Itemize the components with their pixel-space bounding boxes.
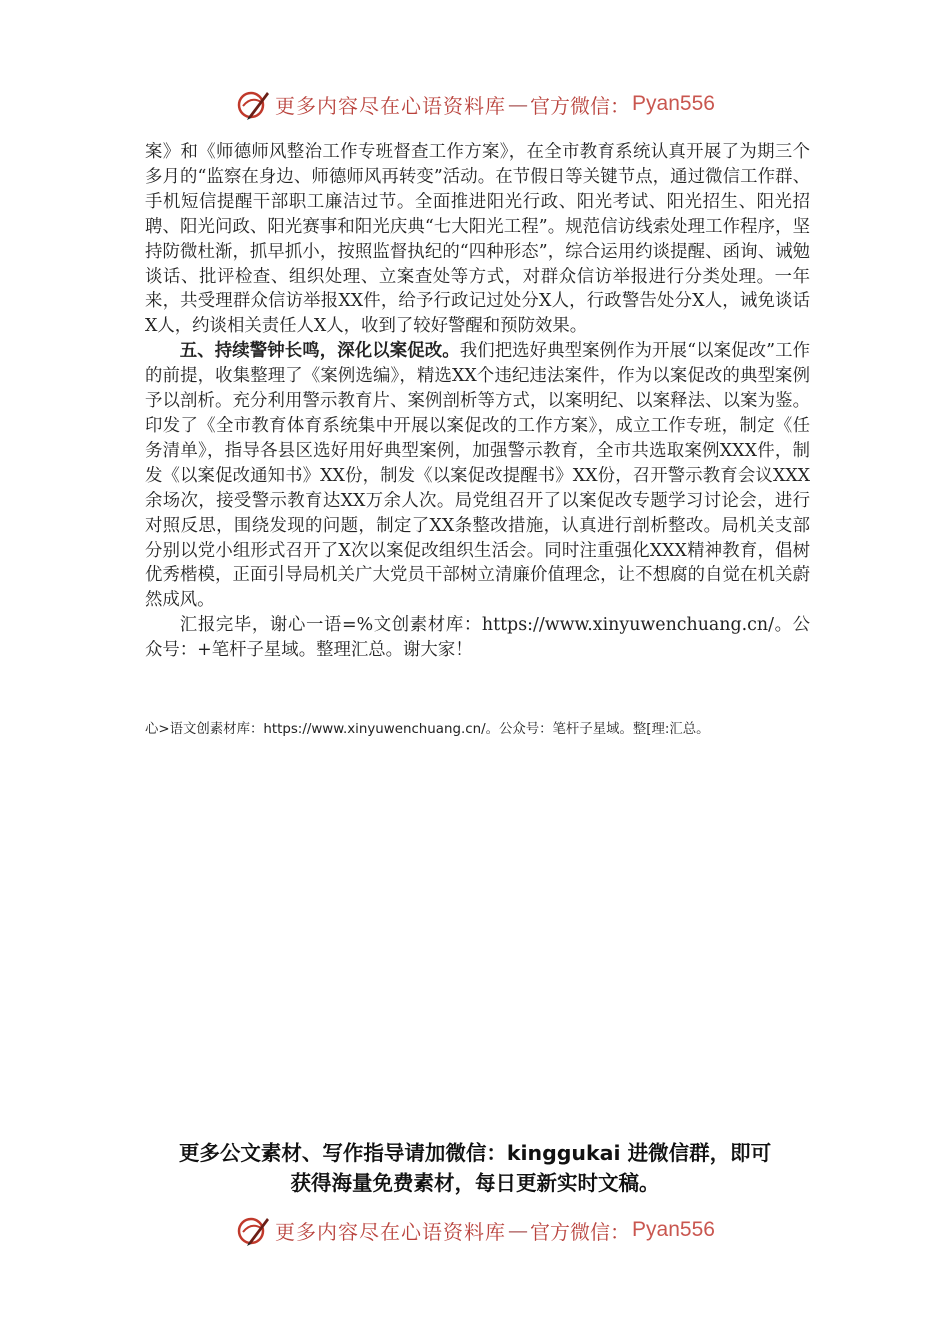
header-banner (0, 84, 950, 124)
source-footnote: 心>语文创素材库：https://www.xinyuwenchuang.cn/。公众号：笔杆子星域。整[理:汇总。 (145, 722, 710, 737)
paragraph-2-text: 我们把选好典型案例作为开展“以案促改”工作的前提，收集整理了《案例选编》，精选XX个违纪违法案件，作为以案促改的典型案例予以剖析。充分利用警示教育片、案例剖析等方式，以案明纪、以案释法、以案为鉴。印发了《全市教育体育系统集中开展以案促改的工作方案》，成立工作专班，制定《任务清单》，指导各县区选好用好典型案例，加强警示教育，全市共选取案例XXX件，制发《以案促改通知书》XX份，制发《以案促改提醒书》XX份，召开警示教育会议XXX余场次，接受警示教育达XX万余人次。局党组召开了以案促改专题学习讨论会，进行对照反思，围绕发现的问题，制定了XX条整改措施，认真进行剖析整改。局机关支部分别以党小组形式召开了X次以案促改组织生活会。同时注重强化XXX精神教育，倡树优秀楷模，正面引导局机关广大党员干部树立清廉价值理念，让不想腐的自觉在机关蔚然成风。 (145, 341, 810, 611)
promo-block (0, 1138, 950, 1198)
pen-swirl-logo-icon (235, 86, 271, 122)
footer-title: 更多内容尽在心语资料库 (275, 1219, 507, 1244)
paragraph-2 (145, 339, 810, 613)
pen-swirl-logo-icon (235, 1212, 271, 1248)
header-wechat-id: Pyan556 (632, 92, 715, 115)
footer-wechat-id: Pyan556 (632, 1218, 715, 1241)
footer-separator: — (508, 1218, 529, 1242)
footer-wechat-label: 官方微信： (530, 1219, 631, 1244)
header-separator: — (508, 92, 529, 116)
header-wechat-label: 官方微信： (530, 93, 631, 118)
paragraph-3: 汇报完毕，谢心一语=%文创素材库：https://www.xinyuwenchuang.cn/。公众号：+笔杆子星域。整理汇总。谢大家！ (145, 615, 810, 661)
paragraph-1: 案》和《师德师风整治工作专班督查工作方案》，在全市教育系统认真开展了为期三个多月的“监察在身边、师德师风再转变”活动。在节假日等关键节点，通过微信工作群、手机短信提醒干部职工廉洁过节。全面推进阳光行政、阳光考试、阳光招生、阳光招聘、阳光问政、阳光赛事和阳光庆典“七大阳光工程”。规范信访线索处理工作程序，坚持防微杜渐，抓早抓小，按照监督执纪的“四种形态”，综合运用约谈提醒、函询、诫勉谈话、批评检查、组织处理、立案查处等方式，对群众信访举报进行分类处理。一年来，共受理群众信访举报XX件，给予行政记过处分X人，行政警告处分X人，诫免谈话X人，约谈相关责任人X人，收到了较好警醒和预防效果。 (145, 142, 810, 337)
promo-line-2: 获得海量免费素材，每日更新实时文稿。 (290, 1171, 660, 1195)
document-body (145, 140, 810, 663)
promo-line-1: 更多公文素材、写作指导请加微信：kinggukai 进微信群，即可 (178, 1141, 772, 1165)
header-title: 更多内容尽在心语资料库 (275, 93, 507, 118)
footer-banner (0, 1210, 950, 1250)
section-heading: 五、持续警钟长鸣，深化以案促改。 (179, 341, 460, 362)
